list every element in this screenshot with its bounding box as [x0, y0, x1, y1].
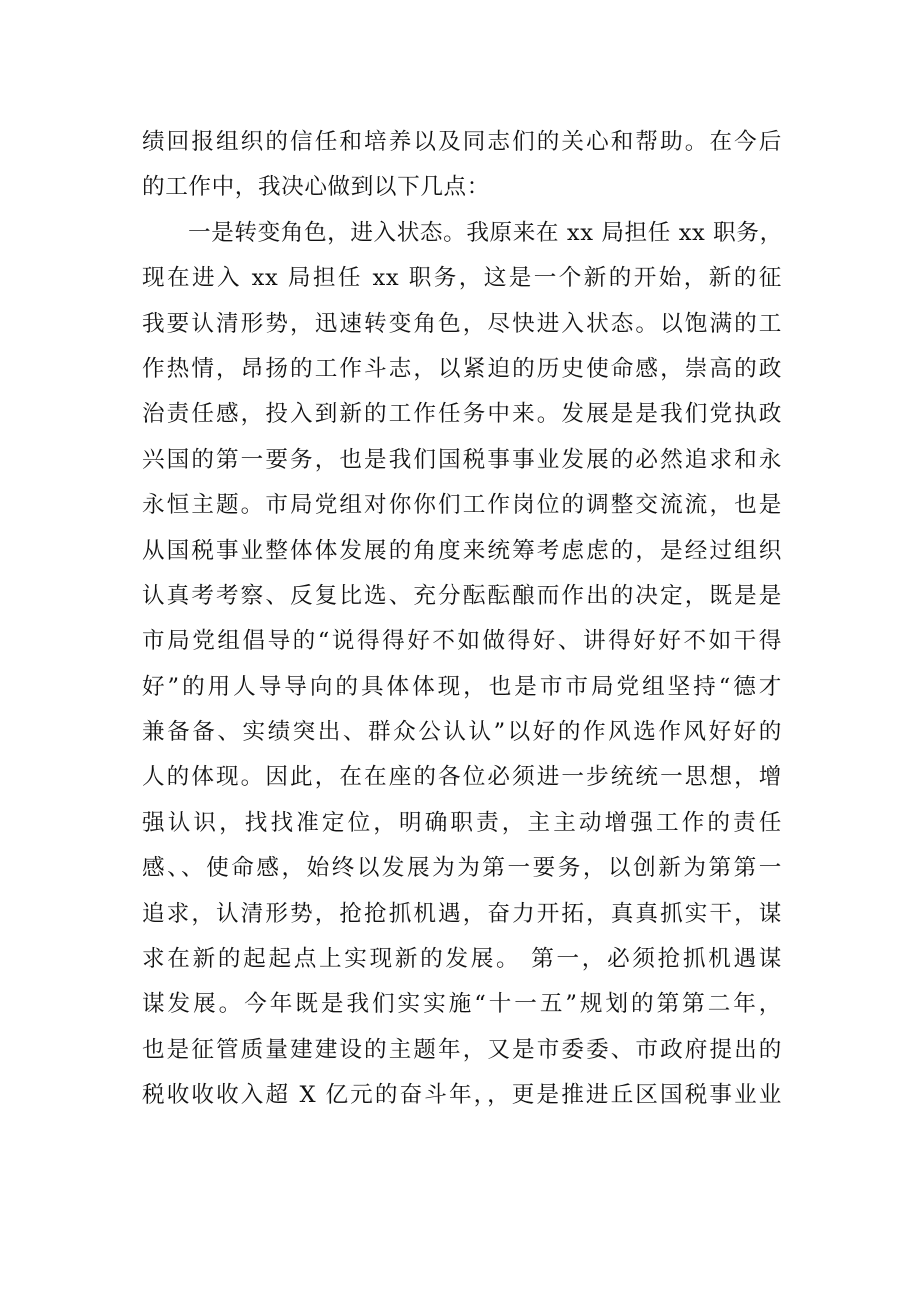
text-line: 感、、使命感，始终以发展为为第一要务，以创新为第第一: [142, 855, 782, 882]
paragraph-first-line: 一是转变角色，进入状态。我原来在 xx 局担任 xx 职务，: [188, 219, 783, 246]
document-body: [142, 120, 782, 1119]
text-line: 从国税事业整体体发展的角度来统筹考虑虑的，是经过组织: [142, 537, 782, 564]
text-line: 也是征管质量建建设的主题年，又是市委委、市政府提出的: [142, 1036, 782, 1063]
text-line: 作热情，昂扬的工作斗志，以紧迫的历史使命感，崇高的政: [142, 355, 782, 382]
text-line: 税收收收入超 X 亿元的奋斗年，，更是推进丘区国税事业业: [142, 1082, 782, 1109]
text-line: 强认识，找找准定位，明确职责，主主动增强工作的责任: [142, 809, 782, 836]
text-line: 现在进入 xx 局担任 xx 职务，这是一个新的开始，新的征: [142, 265, 782, 292]
text-line: 求在新的起起点上实现新的发展。 第一，必须抢抓机遇谋: [142, 946, 782, 973]
text-line: 绩回报组织的信任和培养以及同志们的关心和帮助。在今后: [142, 129, 782, 155]
text-line: 认真考考察、反复比选、充分酝酝酿而作出的决定，既是是: [142, 582, 782, 609]
text-line: 永恒主题。市局党组对你你们工作岗位的调整交流流，也是: [142, 492, 782, 519]
text-line: 人的体现。因此，在在座的各位必须进一步统统一思想，增: [142, 764, 782, 791]
text-line: 谋发展。今年既是我们实实施“十一五”规划的第第二年，: [142, 991, 782, 1018]
text-line: 的工作中，我决心做到以下几点：: [142, 174, 490, 201]
text-line: 我要认清形势，迅速转变角色，尽快进入状态。以饱满的工: [142, 310, 782, 337]
text-line: 好”的用人导导向的具体体现，也是市市局党组坚持“德才: [142, 673, 782, 700]
text-line: 治责任感，投入到新的工作任务中来。发展是是我们党执政: [142, 401, 782, 428]
text-line: 追求，认清形势，抢抢抓机遇，奋力开拓，真真抓实干，谋: [142, 900, 782, 927]
text-line: 兼备备、实绩突出、群众公认认”以好的作风选作风好好的: [142, 719, 782, 746]
text-line: 市局党组倡导的“说得得好不如做得好、讲得好好不如干得: [142, 628, 782, 655]
text-line: 兴国的第一要务，也是我们国税事事业发展的必然追求和永: [142, 446, 782, 473]
